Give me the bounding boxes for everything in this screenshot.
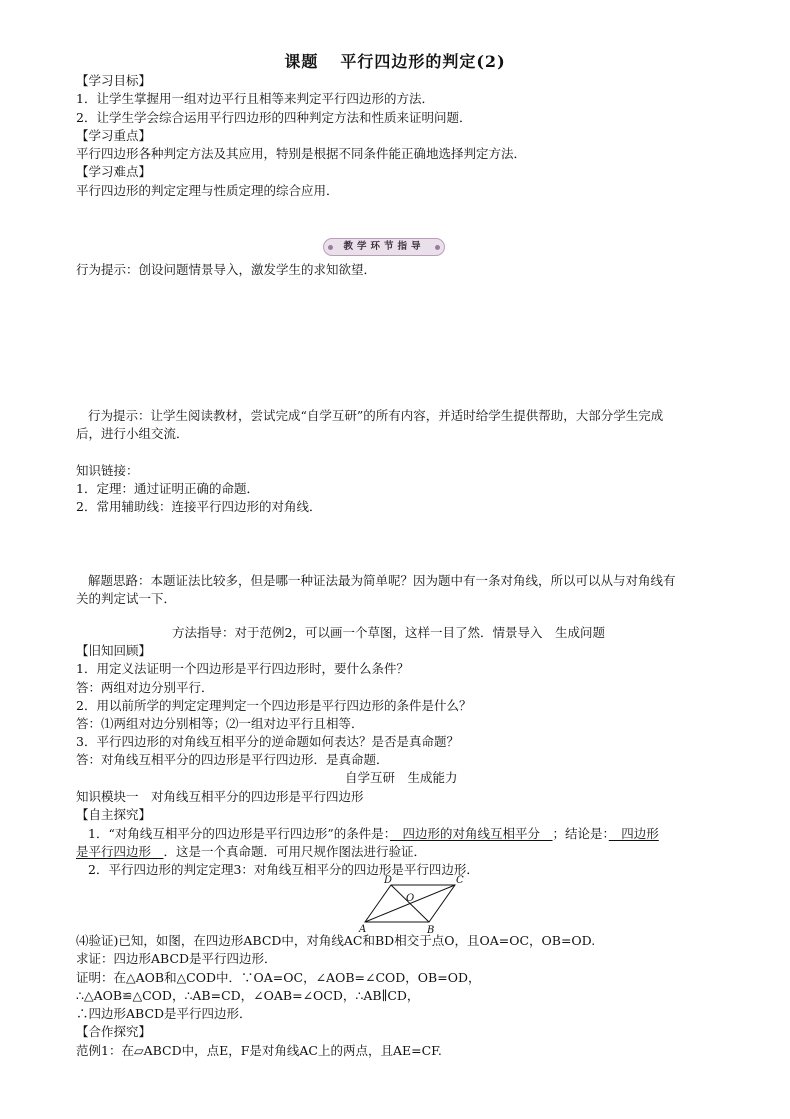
label-a: A: [359, 924, 367, 934]
cooperate-heading: 【合作探究】: [76, 1024, 152, 1039]
objective-item-1: 1．让学生掌握用一组对边平行且相等来判定平行四边形的方法．: [76, 91, 434, 106]
proof-to-prove: 求证：四边形ABCD是平行四边形．: [76, 951, 277, 966]
page-title: 课题 平行四边形的判定(2): [284, 52, 506, 71]
proof-step-2: ∴△AOB≌△COD，∴AB=CD，∠OAB=∠OCD，∴AB∥CD，: [76, 988, 420, 1003]
review-a3: 答：对角线互相平分的四边形是平行四边形．是真命题．: [76, 752, 389, 767]
teaching-guide-banner: 教学环节指导: [323, 238, 445, 256]
proof-given: ⑷验证)已知，如图，在四边形ABCD中，对角线AC和BD相交于点O，且OA=OC，OB=OD.: [76, 933, 596, 948]
approach-line2: 关的判定试一下．: [76, 591, 177, 606]
approach-line1: 解题思路：本题证法比较多，但是哪一种证法最为简单呢？因为题中有一条对角线，所以可以从与对角线有: [88, 573, 676, 588]
behavior-hint-2-line2: 后，进行小组交流．: [76, 426, 189, 441]
parallelogram-figure: [355, 874, 475, 934]
explore-q1-line2: 是平行四边形 ．这是一个真命题．可用尺规作图法进行验证．: [76, 844, 427, 859]
review-q2: 2．用以前所学的判定定理判定一个四边形是平行四边形的条件是什么？: [76, 698, 472, 713]
answer-blank-conclusion-part2: 是平行四边形: [76, 844, 164, 859]
example-1: 范例1：在▱ABCD中，点E，F是对角线AC上的两点，且AE=CF.: [76, 1043, 442, 1058]
objective-item-2: 2．让学生学会综合运用平行四边形的四种判定方法和性质来证明问题．: [76, 110, 472, 125]
knowledge-item-1: 1．定理：通过证明正确的命题．: [76, 481, 259, 496]
label-c: C: [456, 875, 464, 886]
module1-title: 知识模块一 对角线互相平分的四边形是平行四边形: [76, 789, 364, 804]
explore-q1-line1: 1．“对角线互相平分的四边形是平行四边形”的条件是： 四边形的对角线互相平分 ；结论是： 四边形: [88, 826, 659, 841]
difficulty-text: 平行四边形的判定定理与性质定理的综合应用．: [76, 183, 339, 198]
review-heading: 【旧知回顾】: [76, 643, 152, 658]
review-a1: 答：两组对边分别平行．: [76, 680, 214, 695]
explore-heading: 【自主探究】: [76, 807, 152, 822]
self-study-heading: 自学互研 生成能力: [345, 770, 458, 785]
knowledge-heading: 知识链接：: [76, 463, 139, 478]
label-b: B: [427, 925, 435, 934]
explore-q2: 2．平行四边形的判定定理3：对角线互相平分的四边形是平行四边形．: [88, 862, 479, 877]
label-o: O: [406, 893, 415, 904]
proof-step-3: ∴四边形ABCD是平行四边形．: [76, 1006, 252, 1021]
key-points-heading: 【学习重点】: [76, 128, 152, 143]
label-d: D: [384, 875, 393, 886]
knowledge-item-2: 2．常用辅助线：连接平行四边形的对角线．: [76, 499, 322, 514]
review-a2: 答：⑴两组对边分别相等；⑵一组对边平行且相等．: [76, 716, 364, 731]
answer-blank-conclusion-part1: 四边形: [608, 826, 659, 841]
key-points-text: 平行四边形各种判定方法及其应用，特别是根据不同条件能正确地选择判定方法．: [76, 146, 527, 161]
review-q3: 3．平行四边形的对角线互相平分的逆命题如何表达？是否是真命题？: [76, 734, 459, 749]
proof-step-1: 证明：在△AOB和△COD中．∵OA=OC，∠AOB=∠COD，OB=OD，: [76, 970, 481, 985]
answer-blank-condition: 四边形的对角线互相平分: [390, 826, 553, 841]
objectives-heading: 【学习目标】: [76, 73, 152, 88]
difficulty-heading: 【学习难点】: [76, 164, 152, 179]
review-q1: 1．用定义法证明一个四边形是平行四边形时，要什么条件？: [76, 661, 409, 676]
behavior-hint-2-line1: 行为提示：让学生阅读教材，尝试完成“自学互研”的所有内容，并适时给学生提供帮助，大部分学生完成: [88, 408, 664, 423]
method-guide: 方法指导：对于范例2，可以画一个草图，这样一目了然．情景导入 生成问题: [172, 625, 605, 640]
behavior-hint-1: 行为提示：创设问题情景导入，激发学生的求知欲望．: [76, 262, 377, 277]
